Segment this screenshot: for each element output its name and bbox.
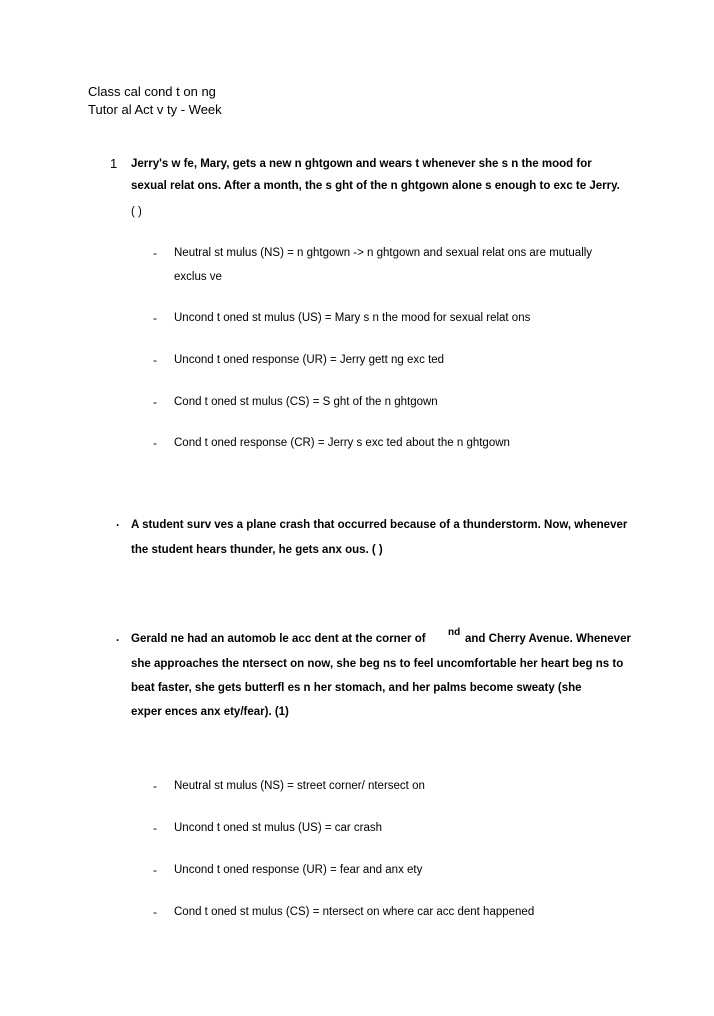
q3-neutral-stimulus: Neutral st mulus (NS) = street corner/ ntersect on (174, 780, 425, 792)
question-1-line-3: ( ) (131, 206, 142, 218)
question-2-line-2: the student hears thunder, he gets anx ous. ( ) (131, 544, 383, 556)
question-3-line-3: beat faster, she gets butterfl es n her stomach, and her palms become sweaty (she (131, 682, 582, 694)
question-3-line-2: she approaches the ntersect on now, she beg ns to feel uncomfortable her heart beg ns to (131, 658, 624, 670)
q1-unconditioned-response: Uncond t oned response (UR) = Jerry gett ng exc ted (174, 354, 445, 366)
document-title-line-2: Tutor al Act v ty - Week (88, 102, 222, 117)
q1-neutral-stimulus-line-1: Neutral st mulus (NS) = n ghtgown -> n ghtgown and sexual relat ons are mutually (174, 247, 593, 259)
question-2-number: . (116, 517, 120, 529)
question-1-line-1: Jerry's w fe, Mary, gets a new n ghtgown and wears t whenever she s n the mood for (131, 158, 592, 170)
question-3-superscript: nd (448, 627, 461, 638)
question-2-line-1: A student surv ves a plane crash that occurred because of a thunderstorm. Now, whenever (131, 519, 628, 531)
question-1-line-2: sexual relat ons. After a month, the s ght of the n ghtgown alone s enough to exc te Jerry. (131, 180, 620, 192)
q1-conditioned-stimulus: Cond t oned st mulus (CS) = S ght of the n ghtgown (174, 396, 438, 408)
bullet-dash: - (153, 353, 157, 367)
document-title-line-1: Class cal cond t on ng (88, 84, 216, 99)
q1-neutral-stimulus-line-2: exclus ve (174, 271, 222, 283)
question-3-line-1-part-a: Gerald ne had an automob le acc dent at the corner of (131, 633, 426, 645)
bullet-dash: - (153, 905, 157, 919)
bullet-dash: - (153, 436, 157, 450)
bullet-dash: - (153, 821, 157, 835)
bullet-dash: - (153, 779, 157, 793)
q1-conditioned-response: Cond t oned response (CR) = Jerry s exc ted about the n ghtgown (174, 437, 510, 449)
q1-unconditioned-stimulus: Uncond t oned st mulus (US) = Mary s n the mood for sexual relat ons (174, 312, 531, 324)
bullet-dash: - (153, 395, 157, 409)
question-3-line-4: exper ences anx ety/fear). (1) (131, 706, 289, 718)
q3-unconditioned-stimulus: Uncond t oned st mulus (US) = car crash (174, 822, 383, 834)
q3-conditioned-stimulus: Cond t oned st mulus (CS) = ntersect on where car acc dent happened (174, 906, 535, 918)
question-1-number: 1 (110, 156, 118, 171)
question-3-number: . (116, 632, 120, 644)
bullet-dash: - (153, 246, 157, 260)
bullet-dash: - (153, 311, 157, 325)
q3-unconditioned-response: Uncond t oned response (UR) = fear and anx ety (174, 864, 423, 876)
bullet-dash: - (153, 863, 157, 877)
question-3-line-1-part-b: and Cherry Avenue. Whenever (465, 633, 631, 645)
